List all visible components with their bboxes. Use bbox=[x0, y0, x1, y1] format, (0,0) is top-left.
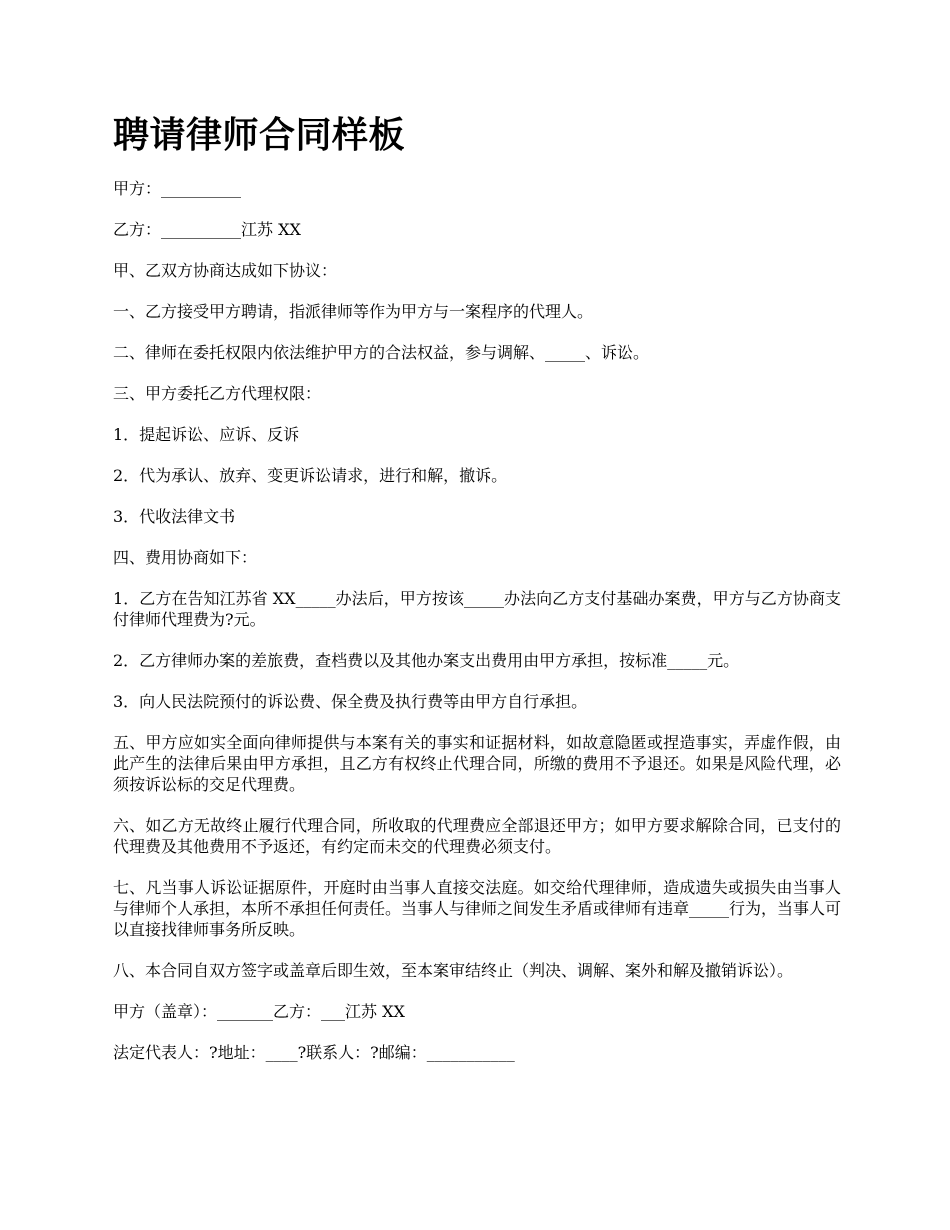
clause-4-item-2: 2．乙方律师办案的差旅费，查档费以及其他办案支出费用由甲方承担，按标准_____元。 bbox=[113, 651, 740, 670]
clause-4: 四、费用协商如下： bbox=[113, 548, 258, 567]
clause-3-item-1: 1．提起诉讼、应诉、反诉 bbox=[113, 425, 300, 444]
signature-line: 甲方（盖章）：_______乙方：___江苏 XX bbox=[113, 1002, 405, 1021]
clause-3-item-2: 2．代为承认、放弃、变更诉讼请求，进行和解，撤诉。 bbox=[113, 466, 508, 485]
clause-1: 一、乙方接受甲方聘请，指派律师等作为甲方与一案程序的代理人。 bbox=[113, 302, 594, 321]
clause-4-item-1: 1．乙方在告知江苏省 XX_____办法后，甲方按该_____办法向乙方支付基础办案费，甲方与乙方协商支付律师代理费为?元。 bbox=[113, 589, 841, 629]
clause-5: 五、甲方应如实全面向律师提供与本案有关的事实和证据材料，如故意隐匿或捏造事实，弄虚作假，由此产生的法律后果由甲方承担，且乙方有权终止代理合同，所缴的费用不予退还。如果是风险代理，必须按诉讼标的交足代理费。 bbox=[113, 733, 841, 794]
party-b-line: 乙方：__________江苏 XX bbox=[113, 220, 301, 239]
clause-6: 六、如乙方无故终止履行代理合同，所收取的代理费应全部退还甲方；如甲方要求解除合同，已支付的代理费及其他费用不予返还，有约定而未交的代理费必须支付。 bbox=[113, 816, 841, 856]
agreement-intro: 甲、乙双方协商达成如下协议： bbox=[113, 261, 338, 280]
clause-8: 八、本合同自双方签字或盖章后即生效，至本案审结终止（判决、调解、案外和解及撤销诉讼）。 bbox=[113, 961, 794, 980]
contact-line: 法定代表人：?地址：____?联系人：?邮编：___________ bbox=[113, 1043, 515, 1062]
document-title: 聘请律师合同样板 bbox=[113, 115, 406, 156]
clause-3-item-3: 3．代收法律文书 bbox=[113, 507, 236, 526]
party-a-line: 甲方：__________ bbox=[113, 179, 242, 198]
clause-4-item-3: 3．向人民法院预付的诉讼费、保全费及执行费等由甲方自行承担。 bbox=[113, 692, 588, 711]
clause-3: 三、甲方委托乙方代理权限： bbox=[113, 384, 322, 403]
clause-7: 七、凡当事人诉讼证据原件，开庭时由当事人直接交法庭。如交给代理律师，造成遗失或损失由当事人与律师个人承担，本所不承担任何责任。当事人与律师之间发生矛盾或律师有违章_____行为，当事人可以直接找律师事务所反映。 bbox=[113, 878, 842, 939]
document-body bbox=[113, 178, 841, 1083]
clause-2: 二、律师在委托权限内依法维护甲方的合法权益，参与调解、_____、诉讼。 bbox=[113, 343, 650, 362]
